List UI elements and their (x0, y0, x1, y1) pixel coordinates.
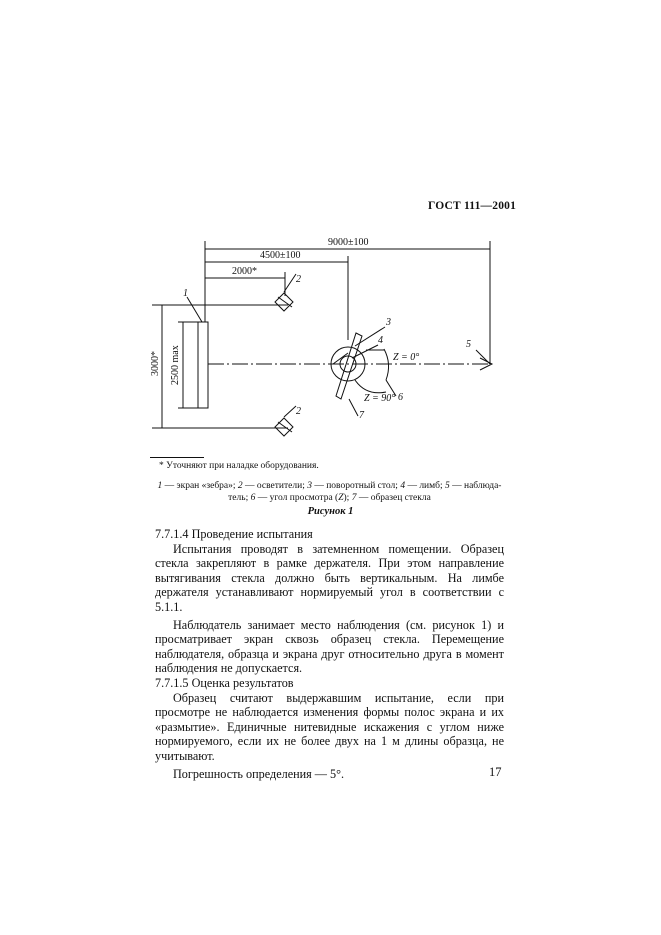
angle-ninety-label: Z = 90° (364, 393, 396, 404)
dim-observer-label: 4500±100 (260, 250, 301, 261)
legend-num: 4 (400, 481, 406, 491)
legend-num: 7 (351, 493, 357, 503)
body-text (155, 527, 504, 781)
paragraph: Погрешность определения — 5°. (173, 766, 345, 781)
dim-total-label: 9000±100 (328, 237, 369, 248)
figure-caption: Рисунок 1 (307, 506, 354, 517)
paragraph: Наблюдатель занимает место наблюдения (см. рисунок 1) и просматривает экран сквозь образец стекла. Перемещение наблюдателя, образца и экрана друг относительно друга в момент наблюдения не допускается. (155, 617, 504, 676)
dim-height-label: 3000* (150, 351, 161, 376)
callout-2-bottom: 2 (296, 406, 301, 417)
paragraph: Образец считают выдержавшим испытание, если при просмотре не наблюдается изменения формы полос экрана и их «размытие». Единичные нитевидные искажения с углом ниже нормируемого, если их не более двух на 1 м длины образца, не учитывают. (155, 690, 504, 763)
callout-6: 6 (398, 392, 403, 403)
legend-text: — осветители; (242, 481, 308, 491)
legend-num: 1 (157, 481, 163, 491)
footnote: * Уточняют при наладке оборудования. (159, 461, 319, 471)
section-heading: 7.7.1.5 Оценка результатов (155, 675, 294, 690)
callout-7: 7 (359, 410, 364, 421)
legend-text: — образец стекла (356, 493, 431, 503)
legend-num: Z (338, 493, 344, 503)
dim-screen-label: 2500 max (170, 345, 181, 385)
document-header: ГОСТ 111—2001 (428, 200, 517, 212)
dim-lights-label: 2000* (232, 266, 257, 277)
callout-2-top: 2 (296, 274, 301, 285)
page-number: 17 (489, 765, 502, 779)
legend-num: 6 (250, 493, 256, 503)
legend-text: — поворотный стол; (311, 481, 401, 491)
figure-legend (157, 480, 502, 504)
section-heading: 7.7.1.4 Проведение испытания (155, 527, 313, 541)
zebra-screen (198, 322, 208, 408)
legend-text: — наблюда-тель; (228, 481, 502, 503)
legend-num: 3 (307, 481, 312, 491)
angle-zero-label: Z = 0° (393, 352, 420, 363)
legend-num: 2 (237, 481, 243, 491)
legend-text: — экран «зебра»; (162, 481, 238, 491)
callout-4: 4 (378, 335, 383, 346)
paragraph: Испытания проводят в затемненном помещении. Образец стекла закрепляют в рамке держателя. При этом направление вытягивания стекла должно быть вертикальным. На лимбе держателя устанавливают нормируемый угол в соответствии с 5.1.1. (155, 541, 504, 614)
callout-1: 1 (183, 288, 188, 299)
callout-5: 5 (466, 339, 471, 350)
light-bottom (275, 406, 296, 436)
callout-3: 3 (386, 317, 391, 328)
angle-arc-ninety (355, 380, 386, 393)
legend-text: — лимб; (405, 481, 445, 491)
legend-text: ); (343, 493, 352, 503)
footnote-rule (150, 457, 204, 458)
legend-num: 5 (445, 481, 450, 491)
legend-text: — угол просмотра ( (255, 493, 339, 503)
